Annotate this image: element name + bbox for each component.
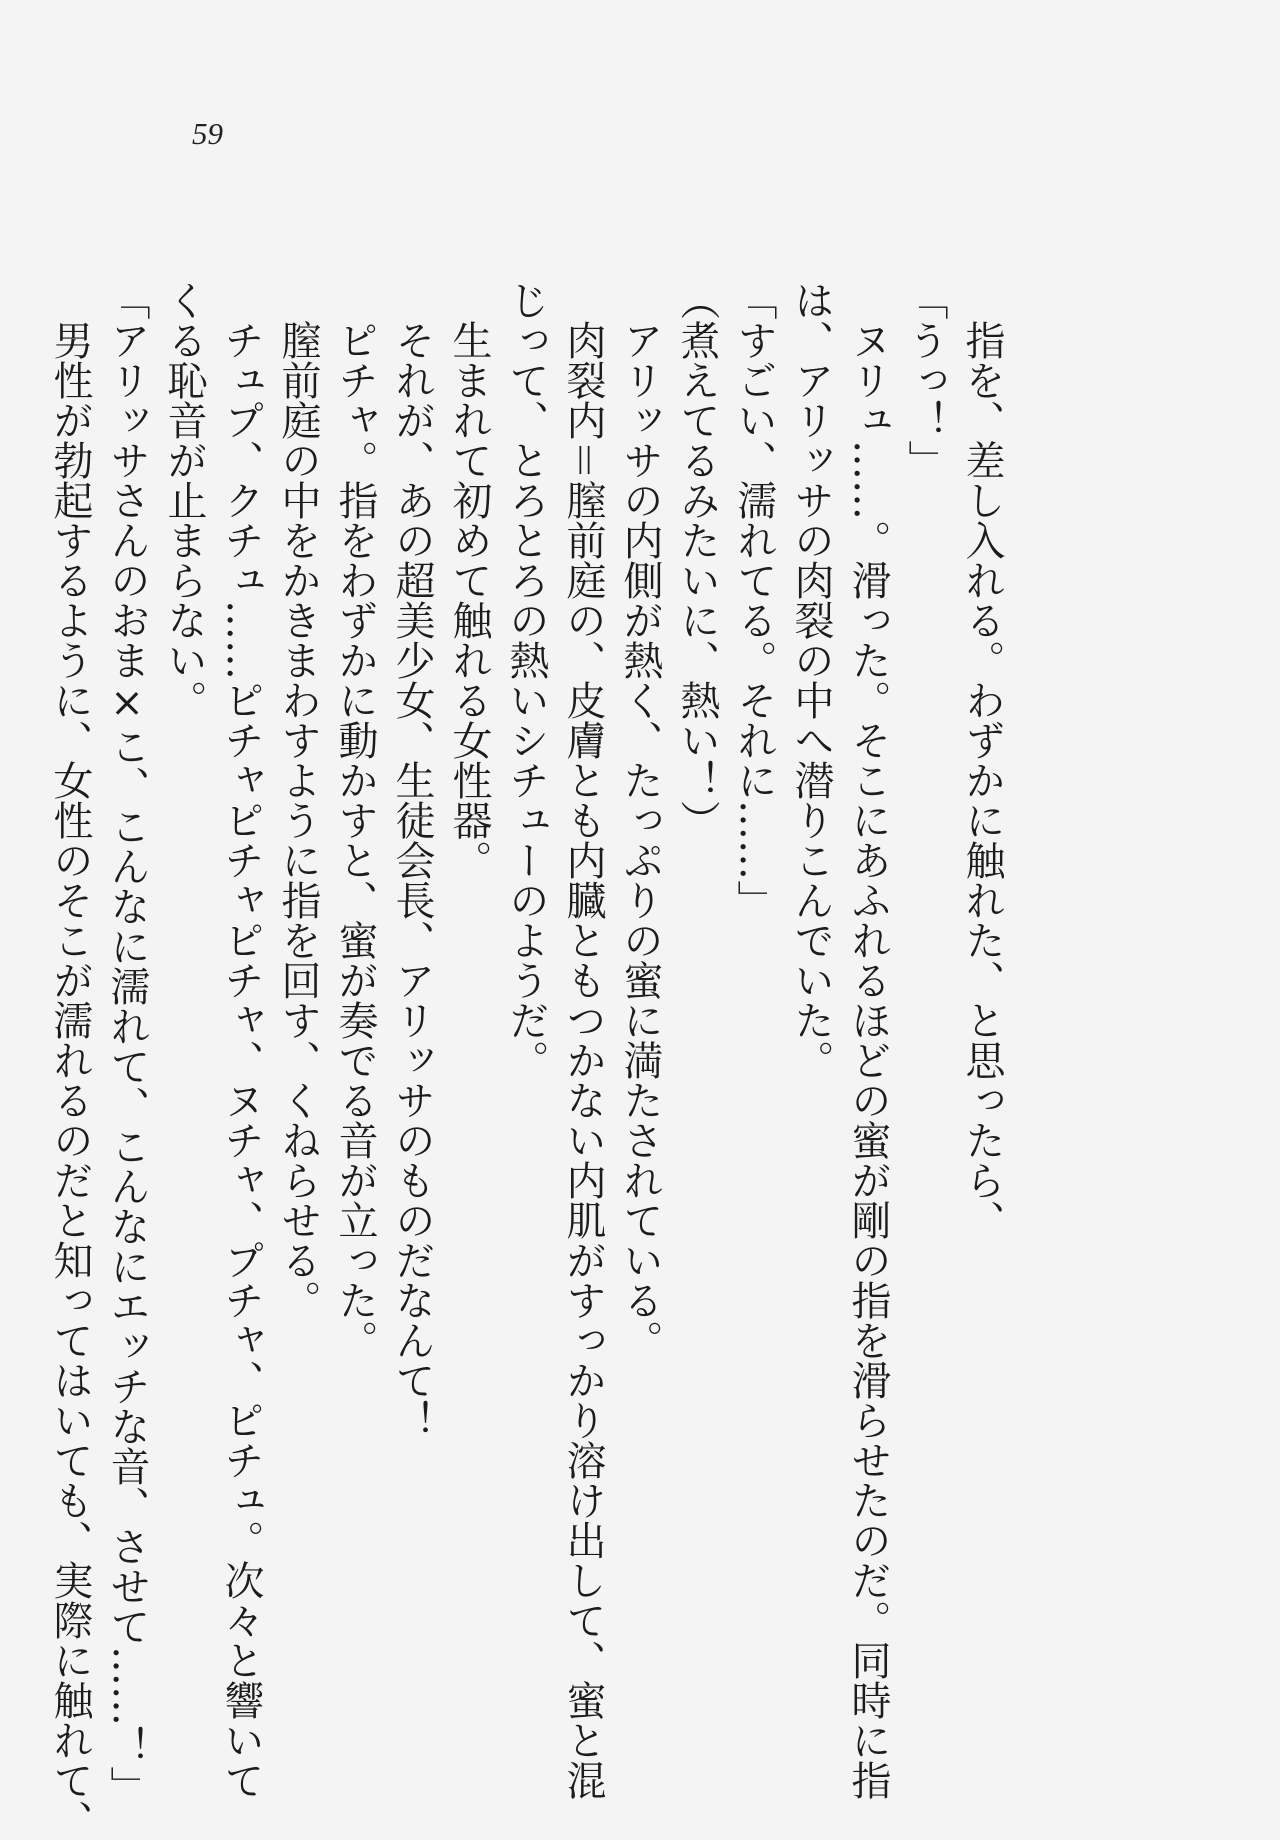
text-line: じって、とろとろの熱いシチューのようだ。 — [503, 280, 549, 1080]
text-line: チュプ、クチュ……ピチャピチャピチャ、ヌチャ、プチャ、ピチュ。次々と響いて — [218, 280, 264, 1800]
text-line: 肉裂内＝膣前庭の、皮膚とも内臓ともつかない内肌がすっかり溶け出して、蜜と混 — [560, 280, 606, 1800]
text-line: 生まれて初めて触れる女性器。 — [446, 280, 492, 880]
text-line: 男性が勃起するように、女性のそこが濡れるのだと知ってはいても、実際に触れて、 — [47, 280, 93, 1840]
text-line: 「アリッサさんのおま×こ、こんなに濡れて、こんなにエッチな音、させて……！」 — [104, 280, 150, 1806]
text-line: 膣前庭の中をかきまわすように指を回す、くねらせる。 — [275, 280, 321, 1320]
page-number: 59 — [192, 116, 223, 151]
text-line: アリッサの内側が熱く、たっぷりの蜜に満たされている。 — [617, 280, 663, 1360]
text-line: くる恥音が止まらない。 — [161, 280, 207, 720]
text-line: 「うっ！」 — [902, 280, 948, 480]
text-line: それが、あの超美少女、生徒会長、アリッサのものだなんて！ — [389, 280, 435, 1440]
text-line: 指を、差し入れる。わずかに触れた、と思ったら、 — [959, 280, 1005, 1240]
text-line: は、アリッサの肉裂の中へ潜りこんでいた。 — [788, 280, 834, 1080]
text-line: （煮えてるみたいに、熱い！） — [674, 280, 720, 840]
text-line: 「すごい、濡れてる。それに……」 — [731, 280, 777, 920]
text-line: ピチャ。指をわずかに動かすと、蜜が奏でる音が立った。 — [332, 280, 378, 1360]
text-line: ヌリュ……。滑った。そこにあふれるほどの蜜が剛の指を滑らせたのだ。同時に指 — [845, 280, 891, 1800]
vertical-body-text — [41, 280, 1010, 1840]
